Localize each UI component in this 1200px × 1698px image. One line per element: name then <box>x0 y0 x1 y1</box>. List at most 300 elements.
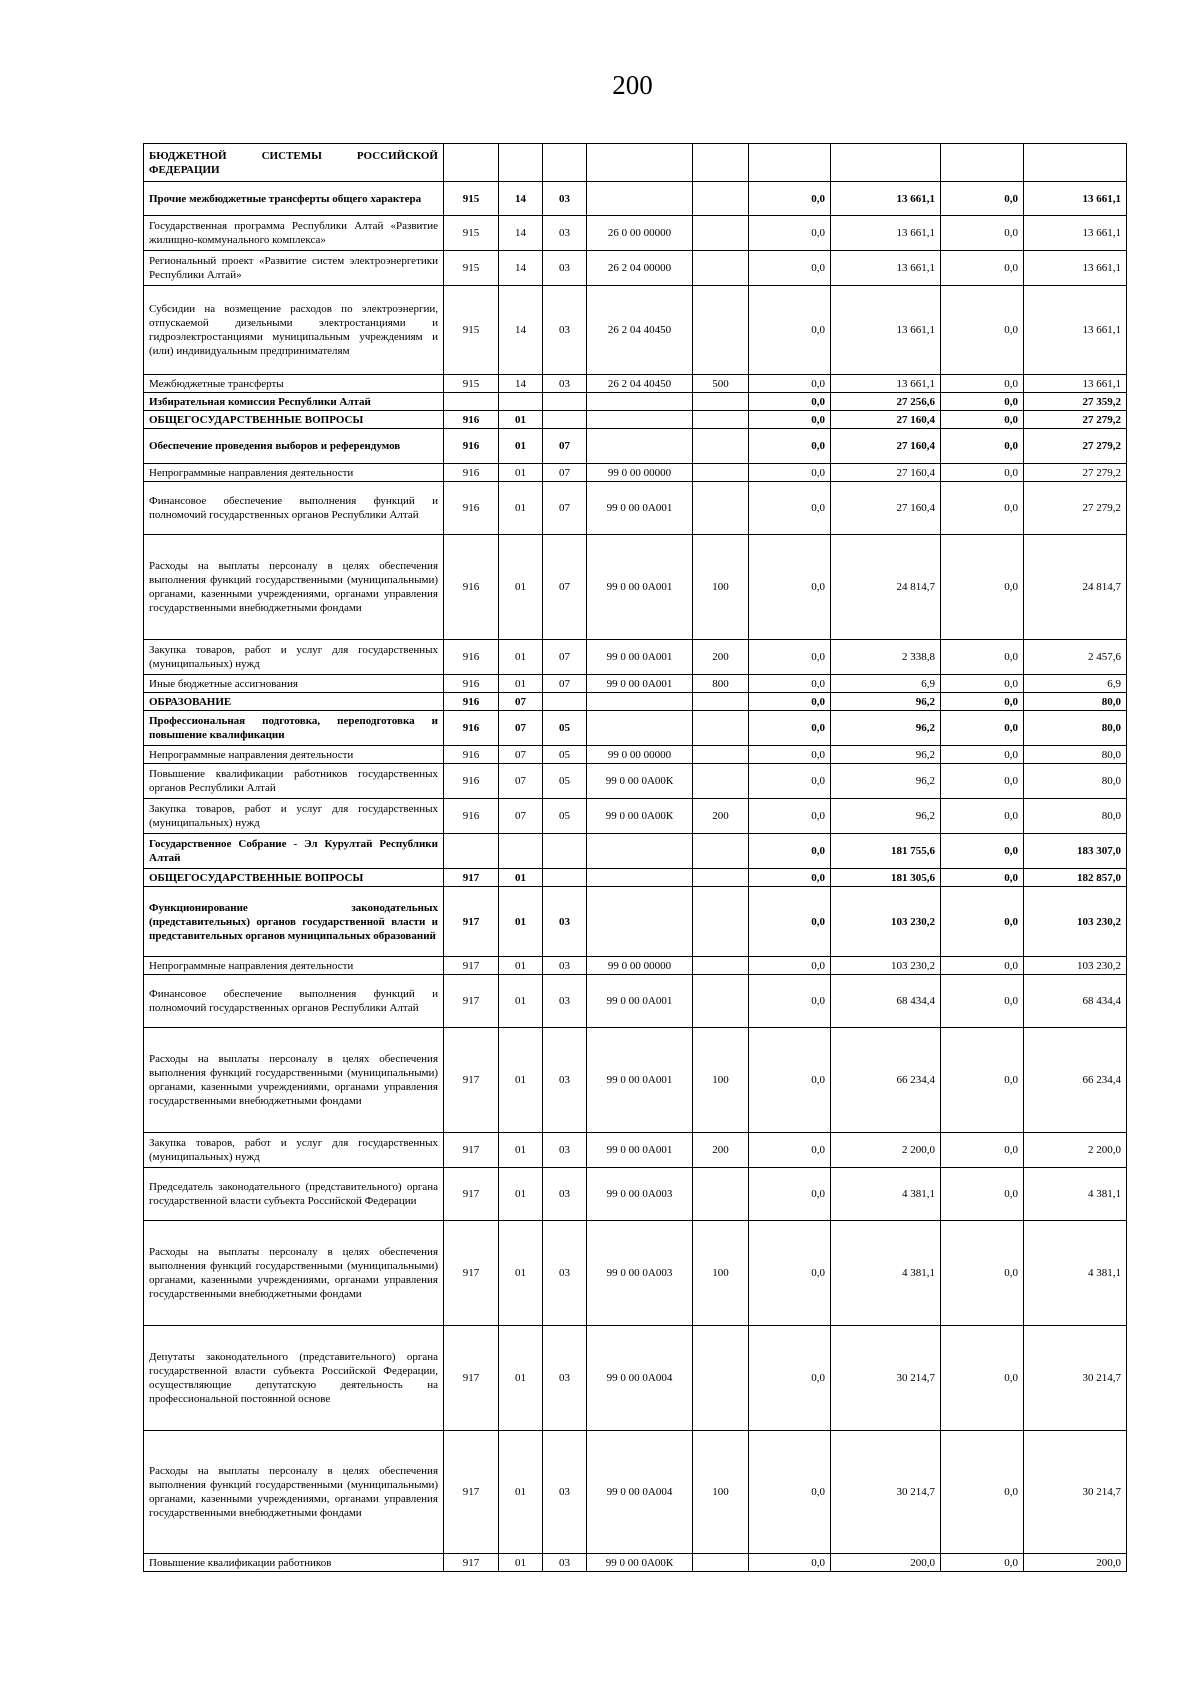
target-article-code: 99 0 00 0А001 <box>587 535 693 640</box>
value-2: 27 160,4 <box>831 429 941 464</box>
expense-type-code: 100 <box>693 535 749 640</box>
value-2: 24 814,7 <box>831 535 941 640</box>
value-1: 0,0 <box>749 746 831 764</box>
subsection-code <box>543 144 587 182</box>
row-name: Расходы на выплаты персоналу в целях обеспечения выполнения функций государственными (муниципальными) органами, казенными учреждениями, органами управления государственными внебюджетными фондами <box>144 535 444 640</box>
subsection-code: 03 <box>543 975 587 1028</box>
row-name: Непрограммные направления деятельности <box>144 957 444 975</box>
table-row <box>144 1431 1127 1554</box>
section-code: 14 <box>499 375 543 393</box>
target-article-code <box>587 887 693 957</box>
subsection-code: 05 <box>543 746 587 764</box>
expense-type-code: 800 <box>693 675 749 693</box>
section-code: 01 <box>499 411 543 429</box>
target-article-code: 99 0 00 0А001 <box>587 1133 693 1168</box>
value-4: 27 279,2 <box>1024 429 1127 464</box>
target-article-code: 26 2 04 40450 <box>587 286 693 375</box>
section-code: 01 <box>499 887 543 957</box>
value-3: 0,0 <box>941 869 1024 887</box>
value-2: 200,0 <box>831 1554 941 1572</box>
row-name: Непрограммные направления деятельности <box>144 464 444 482</box>
row-name: Региональный проект «Развитие систем электроэнергетики Республики Алтай» <box>144 251 444 286</box>
table-row <box>144 251 1127 286</box>
value-1: 0,0 <box>749 869 831 887</box>
table-row <box>144 799 1127 834</box>
section-code <box>499 834 543 869</box>
subsection-code: 05 <box>543 799 587 834</box>
section-code: 14 <box>499 216 543 251</box>
value-3: 0,0 <box>941 711 1024 746</box>
value-4: 80,0 <box>1024 764 1127 799</box>
expense-type-code <box>693 429 749 464</box>
value-1: 0,0 <box>749 799 831 834</box>
grbs-code: 915 <box>444 375 499 393</box>
subsection-code: 07 <box>543 675 587 693</box>
value-2: 13 661,1 <box>831 251 941 286</box>
value-1: 0,0 <box>749 1221 831 1326</box>
value-3: 0,0 <box>941 429 1024 464</box>
value-3: 0,0 <box>941 887 1024 957</box>
table-row <box>144 286 1127 375</box>
subsection-code: 03 <box>543 957 587 975</box>
expense-type-code <box>693 251 749 286</box>
value-4: 13 661,1 <box>1024 286 1127 375</box>
expense-type-code <box>693 711 749 746</box>
grbs-code: 917 <box>444 1326 499 1431</box>
value-3: 0,0 <box>941 1168 1024 1221</box>
value-2: 181 305,6 <box>831 869 941 887</box>
row-name: Расходы на выплаты персоналу в целях обеспечения выполнения функций государственными (муниципальными) органами, казенными учреждениями, органами управления государственными внебюджетными фондами <box>144 1431 444 1554</box>
value-3: 0,0 <box>941 799 1024 834</box>
value-1: 0,0 <box>749 1326 831 1431</box>
value-1: 0,0 <box>749 711 831 746</box>
expense-type-code <box>693 746 749 764</box>
value-1: 0,0 <box>749 957 831 975</box>
subsection-code: 03 <box>543 1554 587 1572</box>
row-name: Повышение квалификации работников государственных органов Республики Алтай <box>144 764 444 799</box>
grbs-code: 917 <box>444 1554 499 1572</box>
value-3: 0,0 <box>941 411 1024 429</box>
value-3: 0,0 <box>941 957 1024 975</box>
table-row <box>144 746 1127 764</box>
table-row <box>144 887 1127 957</box>
section-code: 01 <box>499 1168 543 1221</box>
target-article-code <box>587 393 693 411</box>
value-3: 0,0 <box>941 975 1024 1028</box>
expense-type-code <box>693 482 749 535</box>
value-3: 0,0 <box>941 746 1024 764</box>
row-name: Государственное Собрание - Эл Курултай Республики Алтай <box>144 834 444 869</box>
value-2: 27 160,4 <box>831 482 941 535</box>
value-2: 66 234,4 <box>831 1028 941 1133</box>
expense-type-code <box>693 693 749 711</box>
section-code: 07 <box>499 711 543 746</box>
section-code: 07 <box>499 693 543 711</box>
value-2: 30 214,7 <box>831 1326 941 1431</box>
value-4: 66 234,4 <box>1024 1028 1127 1133</box>
value-4: 2 457,6 <box>1024 640 1127 675</box>
row-name: Функционирование законодательных (представительных) органов государственной власти и представительных органов муниципальных образований <box>144 887 444 957</box>
table-row <box>144 1133 1127 1168</box>
subsection-code: 07 <box>543 535 587 640</box>
table-row <box>144 393 1127 411</box>
row-name: Расходы на выплаты персоналу в целях обеспечения выполнения функций государственными (муниципальными) органами, казенными учреждениями, органами управления государственными внебюджетными фондами <box>144 1028 444 1133</box>
value-4: 80,0 <box>1024 711 1127 746</box>
value-1: 0,0 <box>749 286 831 375</box>
value-3: 0,0 <box>941 1554 1024 1572</box>
value-1: 0,0 <box>749 482 831 535</box>
value-1: 0,0 <box>749 393 831 411</box>
target-article-code: 26 2 04 40450 <box>587 375 693 393</box>
grbs-code: 916 <box>444 764 499 799</box>
value-4: 13 661,1 <box>1024 251 1127 286</box>
grbs-code: 915 <box>444 182 499 216</box>
value-3: 0,0 <box>941 464 1024 482</box>
target-article-code: 99 0 00 0А00К <box>587 764 693 799</box>
value-3: 0,0 <box>941 375 1024 393</box>
value-3: 0,0 <box>941 1133 1024 1168</box>
section-code: 07 <box>499 799 543 834</box>
subsection-code: 03 <box>543 216 587 251</box>
table-row <box>144 411 1127 429</box>
section-code: 07 <box>499 764 543 799</box>
section-code: 01 <box>499 1431 543 1554</box>
page-number: 200 <box>612 70 653 100</box>
value-4: 68 434,4 <box>1024 975 1127 1028</box>
section-code: 07 <box>499 746 543 764</box>
grbs-code: 915 <box>444 286 499 375</box>
grbs-code: 916 <box>444 693 499 711</box>
table-row <box>144 1028 1127 1133</box>
table-row <box>144 1221 1127 1326</box>
value-4: 30 214,7 <box>1024 1431 1127 1554</box>
table-row <box>144 975 1127 1028</box>
target-article-code <box>587 693 693 711</box>
value-3: 0,0 <box>941 693 1024 711</box>
row-name: Непрограммные направления деятельности <box>144 746 444 764</box>
section-code <box>499 393 543 411</box>
value-4: 103 230,2 <box>1024 957 1127 975</box>
value-3: 0,0 <box>941 393 1024 411</box>
grbs-code: 916 <box>444 535 499 640</box>
subsection-code: 03 <box>543 1133 587 1168</box>
value-1: 0,0 <box>749 429 831 464</box>
value-2: 181 755,6 <box>831 834 941 869</box>
grbs-code: 916 <box>444 411 499 429</box>
row-name: Профессиональная подготовка, переподготовка и повышение квалификации <box>144 711 444 746</box>
section-code: 14 <box>499 182 543 216</box>
value-4 <box>1024 144 1127 182</box>
expense-type-code <box>693 1326 749 1431</box>
grbs-code: 916 <box>444 640 499 675</box>
value-3: 0,0 <box>941 251 1024 286</box>
row-name: Межбюджетные трансферты <box>144 375 444 393</box>
subsection-code: 07 <box>543 429 587 464</box>
grbs-code: 917 <box>444 975 499 1028</box>
value-3: 0,0 <box>941 216 1024 251</box>
table-row <box>144 429 1127 464</box>
subsection-code: 03 <box>543 887 587 957</box>
value-2: 2 200,0 <box>831 1133 941 1168</box>
table-row <box>144 144 1127 182</box>
value-2: 30 214,7 <box>831 1431 941 1554</box>
value-1: 0,0 <box>749 535 831 640</box>
target-article-code: 99 0 00 0А003 <box>587 1168 693 1221</box>
section-code: 01 <box>499 482 543 535</box>
value-3: 0,0 <box>941 1221 1024 1326</box>
target-article-code <box>587 411 693 429</box>
grbs-code: 917 <box>444 1168 499 1221</box>
value-1: 0,0 <box>749 411 831 429</box>
value-1: 0,0 <box>749 1168 831 1221</box>
subsection-code: 03 <box>543 1431 587 1554</box>
subsection-code <box>543 869 587 887</box>
value-3: 0,0 <box>941 535 1024 640</box>
expense-type-code <box>693 764 749 799</box>
value-2: 2 338,8 <box>831 640 941 675</box>
row-name: Повышение квалификации работников <box>144 1554 444 1572</box>
expense-type-code: 200 <box>693 799 749 834</box>
subsection-code <box>543 411 587 429</box>
value-3: 0,0 <box>941 286 1024 375</box>
table-row <box>144 764 1127 799</box>
value-4: 183 307,0 <box>1024 834 1127 869</box>
value-1: 0,0 <box>749 640 831 675</box>
target-article-code: 99 0 00 0А001 <box>587 640 693 675</box>
grbs-code: 917 <box>444 1431 499 1554</box>
table-row <box>144 1326 1127 1431</box>
value-4: 27 279,2 <box>1024 411 1127 429</box>
expense-type-code <box>693 869 749 887</box>
subsection-code <box>543 693 587 711</box>
value-4: 80,0 <box>1024 693 1127 711</box>
value-4: 13 661,1 <box>1024 375 1127 393</box>
value-2: 13 661,1 <box>831 286 941 375</box>
target-article-code <box>587 144 693 182</box>
value-1: 0,0 <box>749 834 831 869</box>
subsection-code: 07 <box>543 482 587 535</box>
value-2: 96,2 <box>831 746 941 764</box>
value-1: 0,0 <box>749 764 831 799</box>
value-1: 0,0 <box>749 675 831 693</box>
target-article-code: 99 0 00 0А004 <box>587 1326 693 1431</box>
row-name: ОБЩЕГОСУДАРСТВЕННЫЕ ВОПРОСЫ <box>144 411 444 429</box>
table-row <box>144 216 1127 251</box>
row-name: Расходы на выплаты персоналу в целях обеспечения выполнения функций государственными (муниципальными) органами, казенными учреждениями, органами управления государственными внебюджетными фондами <box>144 1221 444 1326</box>
value-2: 103 230,2 <box>831 957 941 975</box>
grbs-code: 917 <box>444 887 499 957</box>
table-row <box>144 834 1127 869</box>
expense-type-code <box>693 393 749 411</box>
value-3 <box>941 144 1024 182</box>
grbs-code: 916 <box>444 746 499 764</box>
value-1: 0,0 <box>749 1028 831 1133</box>
subsection-code <box>543 834 587 869</box>
section-code: 01 <box>499 1326 543 1431</box>
row-name: Финансовое обеспечение выполнения функций и полномочий государственных органов Республики Алтай <box>144 975 444 1028</box>
value-4: 182 857,0 <box>1024 869 1127 887</box>
table-row <box>144 182 1127 216</box>
table-row <box>144 869 1127 887</box>
grbs-code: 916 <box>444 464 499 482</box>
value-1 <box>749 144 831 182</box>
expense-type-code: 200 <box>693 640 749 675</box>
row-name: Закупка товаров, работ и услуг для государственных (муниципальных) нужд <box>144 1133 444 1168</box>
expense-type-code <box>693 411 749 429</box>
subsection-code: 03 <box>543 286 587 375</box>
expense-type-code <box>693 887 749 957</box>
row-name: Государственная программа Республики Алтай «Развитие жилищно-коммунального комплекса» <box>144 216 444 251</box>
table-row <box>144 957 1127 975</box>
table-row <box>144 1168 1127 1221</box>
budget-table <box>143 143 1127 1572</box>
row-name: Субсидии на возмещение расходов по электроэнергии, отпускаемой дизельными электростанциями и гидроэлектростанциями муниципальным учреждениям и (или) индивидуальным предпринимателям <box>144 286 444 375</box>
target-article-code <box>587 711 693 746</box>
section-code: 01 <box>499 429 543 464</box>
grbs-code: 917 <box>444 869 499 887</box>
table-row <box>144 711 1127 746</box>
target-article-code: 99 0 00 0А003 <box>587 1221 693 1326</box>
grbs-code: 917 <box>444 1133 499 1168</box>
grbs-code <box>444 393 499 411</box>
value-3: 0,0 <box>941 675 1024 693</box>
table-row <box>144 482 1127 535</box>
table-row <box>144 1554 1127 1572</box>
expense-type-code <box>693 144 749 182</box>
value-4: 80,0 <box>1024 799 1127 834</box>
subsection-code: 03 <box>543 1326 587 1431</box>
grbs-code: 916 <box>444 675 499 693</box>
expense-type-code: 500 <box>693 375 749 393</box>
table-row <box>144 675 1127 693</box>
subsection-code: 03 <box>543 375 587 393</box>
target-article-code <box>587 182 693 216</box>
target-article-code: 99 0 00 0А001 <box>587 975 693 1028</box>
subsection-code: 03 <box>543 1221 587 1326</box>
expense-type-code <box>693 1168 749 1221</box>
expense-type-code <box>693 286 749 375</box>
value-2: 13 661,1 <box>831 182 941 216</box>
value-1: 0,0 <box>749 1431 831 1554</box>
value-2: 96,2 <box>831 711 941 746</box>
target-article-code: 99 0 00 00000 <box>587 957 693 975</box>
expense-type-code <box>693 834 749 869</box>
value-4: 24 814,7 <box>1024 535 1127 640</box>
value-4: 27 279,2 <box>1024 464 1127 482</box>
target-article-code <box>587 429 693 464</box>
value-4: 4 381,1 <box>1024 1221 1127 1326</box>
expense-type-code <box>693 1554 749 1572</box>
value-3: 0,0 <box>941 1326 1024 1431</box>
expense-type-code: 100 <box>693 1028 749 1133</box>
budget-table-body <box>144 144 1127 1572</box>
value-3: 0,0 <box>941 482 1024 535</box>
row-name: Иные бюджетные ассигнования <box>144 675 444 693</box>
grbs-code: 916 <box>444 482 499 535</box>
value-2: 96,2 <box>831 693 941 711</box>
value-2: 6,9 <box>831 675 941 693</box>
section-code: 01 <box>499 869 543 887</box>
value-3: 0,0 <box>941 834 1024 869</box>
target-article-code: 99 0 00 0А001 <box>587 1028 693 1133</box>
value-2 <box>831 144 941 182</box>
row-name: БЮДЖЕТНОЙ СИСТЕМЫ РОССИЙСКОЙ ФЕДЕРАЦИИ <box>144 144 444 182</box>
value-4: 13 661,1 <box>1024 182 1127 216</box>
value-4: 30 214,7 <box>1024 1326 1127 1431</box>
expense-type-code: 100 <box>693 1221 749 1326</box>
table-row <box>144 535 1127 640</box>
grbs-code: 916 <box>444 711 499 746</box>
value-2: 27 160,4 <box>831 411 941 429</box>
grbs-code: 917 <box>444 957 499 975</box>
grbs-code: 915 <box>444 216 499 251</box>
value-2: 96,2 <box>831 799 941 834</box>
value-1: 0,0 <box>749 251 831 286</box>
row-name: ОБРАЗОВАНИЕ <box>144 693 444 711</box>
value-3: 0,0 <box>941 640 1024 675</box>
subsection-code: 03 <box>543 1028 587 1133</box>
section-code: 01 <box>499 1221 543 1326</box>
target-article-code: 26 2 04 00000 <box>587 251 693 286</box>
row-name: ОБЩЕГОСУДАРСТВЕННЫЕ ВОПРОСЫ <box>144 869 444 887</box>
section-code: 01 <box>499 1554 543 1572</box>
value-1: 0,0 <box>749 464 831 482</box>
subsection-code: 07 <box>543 640 587 675</box>
subsection-code: 07 <box>543 464 587 482</box>
value-2: 13 661,1 <box>831 216 941 251</box>
value-3: 0,0 <box>941 1028 1024 1133</box>
row-name: Депутаты законодательного (представительного) органа государственной власти субъекта Российской Федерации, осуществляющие депутатскую деятельность на профессиональной постоянной основе <box>144 1326 444 1431</box>
table-row <box>144 693 1127 711</box>
target-article-code: 99 0 00 00000 <box>587 746 693 764</box>
section-code: 14 <box>499 251 543 286</box>
section-code: 01 <box>499 957 543 975</box>
target-article-code: 99 0 00 0А001 <box>587 675 693 693</box>
value-4: 27 279,2 <box>1024 482 1127 535</box>
expense-type-code <box>693 464 749 482</box>
value-4: 27 359,2 <box>1024 393 1127 411</box>
section-code <box>499 144 543 182</box>
expense-type-code <box>693 957 749 975</box>
target-article-code: 99 0 00 0А00К <box>587 1554 693 1572</box>
expense-type-code <box>693 182 749 216</box>
value-4: 6,9 <box>1024 675 1127 693</box>
subsection-code: 03 <box>543 182 587 216</box>
row-name: Прочие межбюджетные трансферты общего характера <box>144 182 444 216</box>
row-name: Закупка товаров, работ и услуг для государственных (муниципальных) нужд <box>144 799 444 834</box>
value-2: 4 381,1 <box>831 1168 941 1221</box>
value-4: 103 230,2 <box>1024 887 1127 957</box>
value-1: 0,0 <box>749 375 831 393</box>
value-2: 27 256,6 <box>831 393 941 411</box>
value-1: 0,0 <box>749 1133 831 1168</box>
row-name: Избирательная комиссия Республики Алтай <box>144 393 444 411</box>
grbs-code: 917 <box>444 1221 499 1326</box>
row-name: Обеспечение проведения выборов и референдумов <box>144 429 444 464</box>
subsection-code: 05 <box>543 711 587 746</box>
expense-type-code <box>693 975 749 1028</box>
value-2: 96,2 <box>831 764 941 799</box>
section-code: 01 <box>499 1133 543 1168</box>
expense-type-code <box>693 216 749 251</box>
value-2: 27 160,4 <box>831 464 941 482</box>
value-1: 0,0 <box>749 182 831 216</box>
target-article-code <box>587 869 693 887</box>
grbs-code <box>444 144 499 182</box>
table-row <box>144 640 1127 675</box>
value-4: 2 200,0 <box>1024 1133 1127 1168</box>
value-4: 200,0 <box>1024 1554 1127 1572</box>
